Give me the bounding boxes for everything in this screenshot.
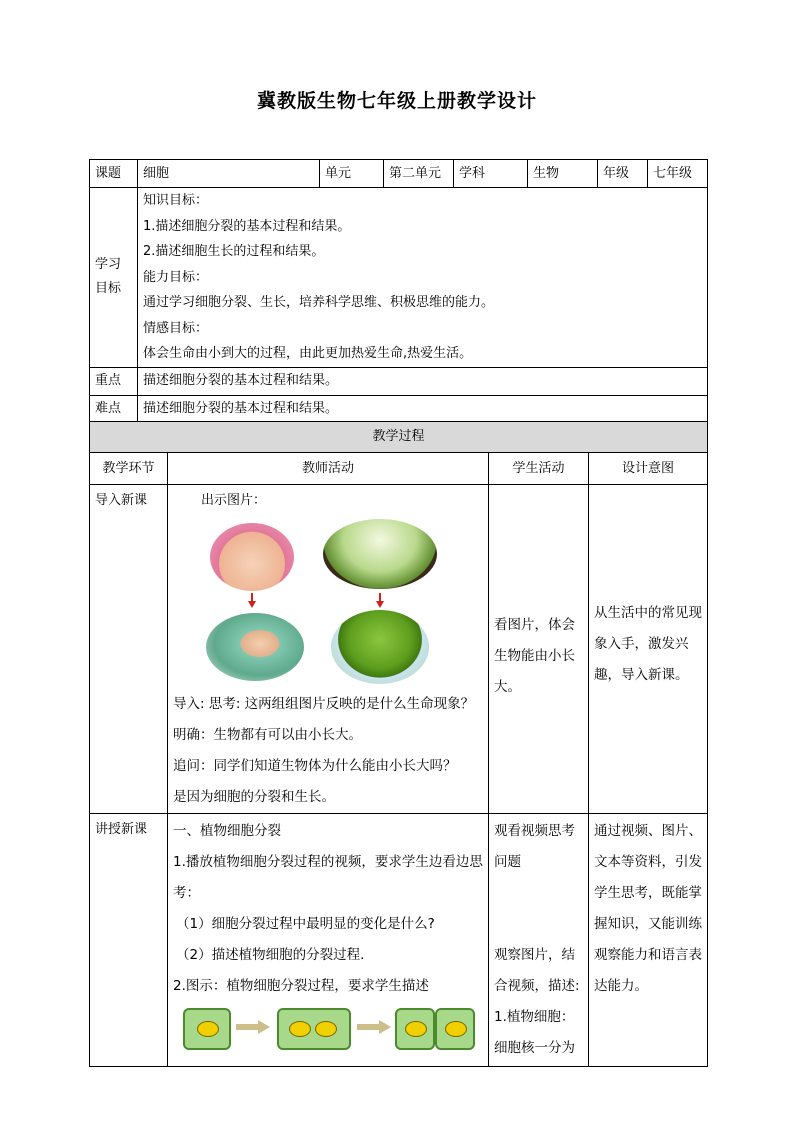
intent-text: 从生活中的常见现象入手，激发兴趣，导入新课。 xyxy=(594,604,702,683)
objective-line: 能力目标： xyxy=(143,269,209,285)
arrow-right-icon xyxy=(236,1020,270,1034)
student-text: 看图片，体会生物能由小长大。 xyxy=(494,616,575,695)
objectives-label-line2: 目标 xyxy=(95,281,122,297)
show-pictures-text: 出示图片： xyxy=(201,493,267,508)
nucleus xyxy=(405,1021,427,1037)
objective-line: 1.描述细胞分裂的基本过程和结果。 xyxy=(143,218,351,234)
intro-teacher-text xyxy=(173,687,483,813)
difficult-point-label: 难点 xyxy=(90,395,138,423)
dividing-cell xyxy=(277,1008,351,1050)
objectives-label-line1: 学习 xyxy=(95,257,122,273)
intent-text: 通过视频、图片、文本等资料，引发学生思考，既能掌握知识，又能训练观察能力和语言表达能力。 xyxy=(594,823,702,994)
student-line: 观察图片，结合视频，描述: xyxy=(494,947,580,994)
lecture-student xyxy=(489,814,589,1067)
difficult-point-row xyxy=(90,395,708,423)
arrow-down-icon xyxy=(248,601,256,608)
intro-row xyxy=(90,485,708,814)
baby-photo xyxy=(210,523,294,591)
lecture-teacher xyxy=(168,814,489,1067)
objectives-label xyxy=(90,188,138,368)
topic-value: 细胞 xyxy=(138,160,320,188)
daughter-cell xyxy=(435,1008,475,1050)
arrow-line xyxy=(379,593,381,601)
teacher-line: 1.播放植物细胞分裂过程的视频，要求学生边看边思考： xyxy=(173,854,483,901)
objective-line: 2.描述细胞生长的过程和结果。 xyxy=(143,244,325,259)
intro-teacher xyxy=(168,485,489,814)
intro-student xyxy=(489,485,589,814)
lecture-stage: 讲授新课 xyxy=(90,814,168,1067)
info-table xyxy=(89,159,708,424)
objectives-content xyxy=(138,188,708,368)
key-point-label: 重点 xyxy=(90,367,138,395)
objectives-row xyxy=(90,188,708,368)
student-line: 观看视频思考问题 xyxy=(494,823,575,870)
page-title: 冀教版生物七年级上册教学设计 xyxy=(256,90,537,112)
lecture-row xyxy=(90,814,708,1067)
column-header: 设计意图 xyxy=(589,453,708,485)
teacher-line: （1）细胞分裂过程中最明显的变化是什么? xyxy=(176,916,435,932)
teacher-line: （2）描述植物细胞的分裂过程. xyxy=(176,947,365,963)
column-header: 教学环节 xyxy=(90,453,168,485)
objective-line: 通过学习细胞分裂、生长，培养科学思维、积极思维的能力。 xyxy=(143,295,495,310)
lecture-intent xyxy=(589,814,708,1067)
difficult-point-text: 描述细胞分裂的基本过程和结果。 xyxy=(138,395,708,423)
objective-line: 情感目标： xyxy=(143,320,209,336)
subject-value: 生物 xyxy=(528,160,598,188)
process-heading: 教学过程 xyxy=(90,422,708,453)
cell-division-diagram xyxy=(173,1006,483,1054)
arrow-line xyxy=(251,593,253,601)
student-line: 1.植物细胞： xyxy=(494,1009,575,1025)
nucleus xyxy=(289,1021,311,1037)
column-header: 学生活动 xyxy=(489,453,589,485)
key-point-row xyxy=(90,367,708,395)
objective-line: 知识目标： xyxy=(143,193,209,208)
tree-photo xyxy=(331,610,429,684)
intro-stage: 导入新课 xyxy=(90,485,168,814)
grade-value: 七年级 xyxy=(648,160,708,188)
nucleus xyxy=(445,1021,467,1037)
objective-line: 体会生命由小到大的过程，由此更加热爱生命,热爱生活。 xyxy=(143,346,473,361)
subject-label: 学科 xyxy=(454,160,528,188)
teacher-line: 是因为细胞的分裂和生长。 xyxy=(173,789,335,805)
growth-pictures xyxy=(173,517,483,687)
column-header: 教师活动 xyxy=(168,453,489,485)
process-table xyxy=(89,421,708,1067)
grade-label: 年级 xyxy=(598,160,648,188)
seedlings-photo xyxy=(323,519,437,589)
arrow-right-icon xyxy=(357,1020,391,1034)
teacher-line: 一、植物细胞分裂 xyxy=(173,823,281,839)
unit-value: 第二单元 xyxy=(384,160,454,188)
arrow-down-icon xyxy=(376,601,384,608)
nucleus xyxy=(197,1021,219,1037)
young-man-photo xyxy=(206,613,304,681)
intro-intent xyxy=(589,485,708,814)
teacher-line: 明确：生物都有可以由小长大。 xyxy=(173,727,362,743)
info-row xyxy=(90,160,708,188)
nucleus xyxy=(315,1021,337,1037)
teacher-line: 追问：同学们知道生物体为什么能由小长大吗？ xyxy=(173,758,457,774)
teacher-line: 导入: 思考: 这两组组图片反映的是什么生命现象？ xyxy=(173,696,475,712)
key-point-text: 描述细胞分裂的基本过程和结果。 xyxy=(138,367,708,395)
teacher-line: 2.图示：植物细胞分裂过程，要求学生描述 xyxy=(173,978,429,994)
student-line: 细胞核一分为 xyxy=(494,1040,575,1056)
process-header-row xyxy=(90,453,708,485)
daughter-cell xyxy=(395,1008,435,1050)
single-cell xyxy=(183,1008,231,1050)
topic-label: 课题 xyxy=(90,160,138,188)
unit-label: 单元 xyxy=(320,160,384,188)
